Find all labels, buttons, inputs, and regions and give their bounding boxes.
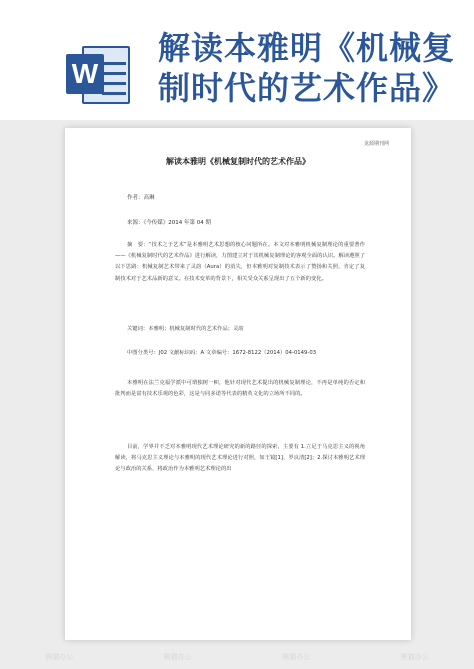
watermark-text: 熊猫办公	[400, 652, 429, 661]
watermark-text: 熊猫办公	[163, 652, 192, 661]
document-page	[65, 128, 411, 640]
banner	[0, 0, 474, 120]
body-paragraph-2: 目前，学界并不乏对本雅明现代艺术理论研究的新的路径的探索，主要有 1.立足于马克思主义的视角解读，将马克思主义理论与本雅明的现代艺术理论进行对照，如王镜[1]、罗良清[2]；2.探讨本雅明艺术理论与政治的关系，将政治作为本雅明艺术理论的出	[115, 444, 365, 473]
classification-line: 中图分类号：J02 文献标识码：A 文章编号：1672-8122（2014）04-0149-03	[127, 350, 317, 356]
watermark-text: 熊猫办公	[282, 652, 311, 661]
banner-title: 解读本雅明《机械复制时代的艺术作品》	[158, 29, 456, 107]
origin-line: 来源：《今传媒》2014 年第 04 期	[127, 220, 211, 226]
word-icon	[66, 44, 132, 106]
watermark-text: 熊猫办公	[45, 652, 74, 661]
body-paragraph-1: 本雅明在法兰克福学派中可谓独树一帜，他针对现代艺术提出的机械复制理论，不再是单纯的否定和批判而是富有技术乐观的色彩，这是与同多诺等代表的精英文化的立场所不同的。	[115, 380, 365, 398]
abstract-paragraph: 摘 要：“技术之于艺术”是本雅明艺术思想的核心问题所在。本文对本雅明机械复制理论的重要著作——《机械复制时代的艺术作品》进行解读，力图建立对于其机械复制理论的客观全面的认识。解读遵照了以下思路：机械复制艺术带来了灵韵（Aura）的消失，但本雅明对复制技术表示了赞扬和关照，肯定了复制技术对于艺术品新的意义。在技术变革的背景下，相关受众关系呈现出了五个新的变化。	[115, 242, 365, 282]
document-title: 解读本雅明《机械复制时代的艺术作品》	[166, 157, 310, 166]
author-line: 作者：高琳	[127, 195, 155, 201]
source-tag: 龙源期刊网	[363, 141, 389, 147]
watermark-strip	[0, 644, 474, 669]
word-logo-letter: W	[66, 54, 104, 94]
keywords-line: 关键词：本雅明；机械复制时代的艺术作品；灵韵	[127, 326, 244, 332]
